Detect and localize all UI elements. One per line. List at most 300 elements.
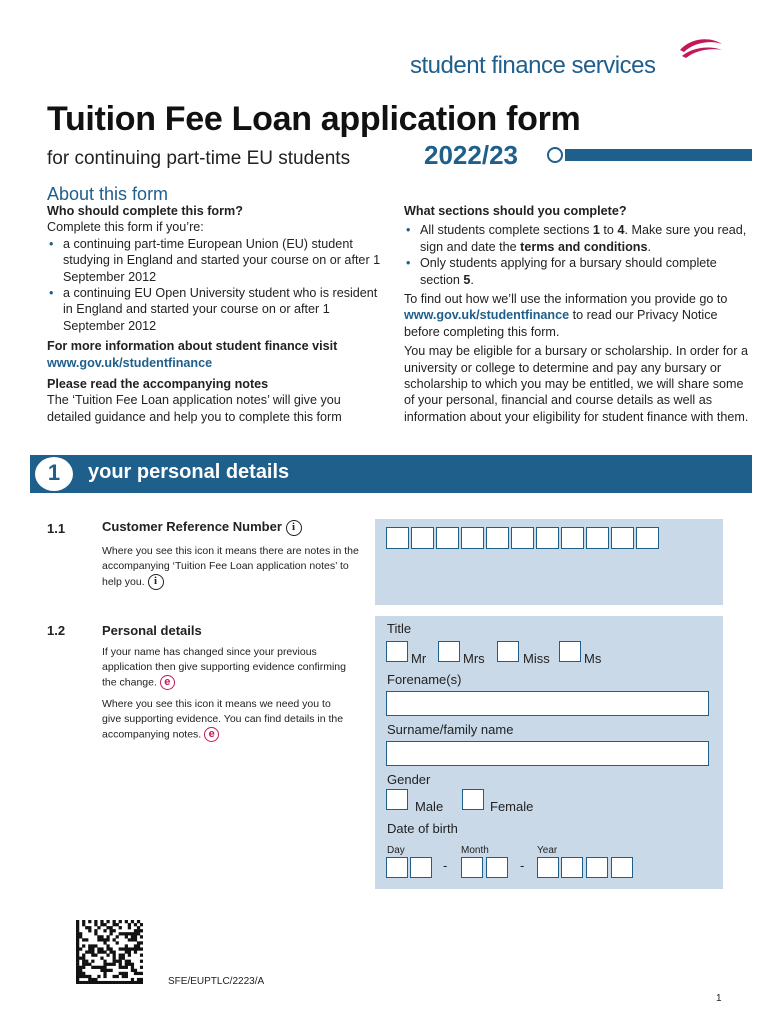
barcode-module [85, 926, 88, 929]
barcode-module [76, 932, 79, 935]
barcode-module [76, 920, 79, 923]
barcode-module [137, 932, 140, 935]
barcode-module [76, 944, 79, 947]
barcode-module [134, 923, 137, 926]
who-heading: Who should complete this form? [47, 204, 243, 218]
barcode-module [88, 981, 91, 984]
barcode-module [110, 969, 113, 972]
barcode-module [131, 938, 134, 941]
barcode-module [134, 935, 137, 938]
barcode-module [76, 966, 79, 969]
barcode-module [85, 950, 88, 953]
barcode-module [100, 920, 103, 923]
barcode-module [106, 947, 109, 950]
barcode-module [113, 960, 116, 963]
barcode-module [128, 981, 131, 984]
barcode-module [88, 950, 91, 953]
crn-digit-box[interactable] [461, 527, 484, 549]
barcode-module [137, 944, 140, 947]
privacy-link[interactable]: www.gov.uk/studentfinance [404, 308, 570, 323]
barcode-module [94, 978, 97, 981]
barcode-module [100, 981, 103, 984]
read-notes-heading: Please read the accompanying notes [47, 377, 269, 392]
barcode-module [76, 960, 79, 963]
barcode-module [137, 920, 140, 923]
barcode-module [85, 938, 88, 941]
barcode-module [110, 929, 113, 932]
barcode-module [140, 935, 143, 938]
barcode-module [119, 966, 122, 969]
barcode-module [97, 981, 100, 984]
name-change-note: If your name has changed since your previous application then give supporting evidence confirming the change. e [102, 646, 346, 689]
barcode-module [134, 929, 137, 932]
dob-day-box[interactable] [410, 857, 432, 878]
barcode-module [76, 935, 79, 938]
barcode-module [76, 972, 79, 975]
surname-input[interactable] [386, 741, 709, 766]
title-option-label: Miss [523, 651, 550, 666]
barcode-module [140, 972, 143, 975]
barcode-module [110, 963, 113, 966]
barcode-module [106, 926, 109, 929]
barcode-module [137, 972, 140, 975]
forenames-label: Forename(s) [387, 672, 462, 687]
barcode-module [110, 947, 113, 950]
title-mr-checkbox[interactable] [386, 641, 408, 662]
barcode-module [113, 963, 116, 966]
barcode-module [82, 923, 85, 926]
barcode-module [94, 929, 97, 932]
barcode-module [91, 950, 94, 953]
barcode-module [91, 947, 94, 950]
question-number: 1.2 [47, 623, 66, 638]
more-info-text: For more information about student finance visit [47, 339, 338, 354]
crn-digit-box[interactable] [436, 527, 459, 549]
barcode-module [79, 975, 82, 978]
barcode-module [113, 950, 116, 953]
barcode-module [140, 966, 143, 969]
barcode-module [76, 923, 79, 926]
year-bar [565, 149, 752, 161]
barcode-module [97, 938, 100, 941]
barcode-module [100, 947, 103, 950]
barcode-module [119, 957, 122, 960]
barcode-module [91, 978, 94, 981]
crn-digit-box[interactable] [611, 527, 634, 549]
barcode-module [76, 969, 79, 972]
sections-list [404, 222, 752, 288]
barcode-module [79, 972, 82, 975]
barcode-module [97, 975, 100, 978]
barcode-module [137, 929, 140, 932]
dob-separator: - [443, 858, 448, 873]
title-ms-checkbox[interactable] [559, 641, 581, 662]
barcode-module [82, 975, 85, 978]
barcode-module [140, 929, 143, 932]
gender-option-label: Female [490, 799, 534, 814]
barcode-module [122, 981, 125, 984]
barcode-module [140, 941, 143, 944]
barcode-module [119, 963, 122, 966]
barcode-module [116, 935, 119, 938]
barcode-module [88, 978, 91, 981]
crn-digit-box[interactable] [536, 527, 559, 549]
barcode-module [125, 975, 128, 978]
barcode-module [131, 966, 134, 969]
who-intro: Complete this form if you’re: [47, 220, 204, 235]
barcode-module [76, 981, 79, 984]
barcode-module [91, 960, 94, 963]
barcode-module [88, 944, 91, 947]
section-title: your personal details [88, 461, 290, 483]
barcode-module [122, 966, 125, 969]
barcode-module [82, 981, 85, 984]
barcode-module [103, 938, 106, 941]
barcode-module [91, 981, 94, 984]
barcode-module [113, 920, 116, 923]
crn-digit-box[interactable] [586, 527, 609, 549]
barcode-module [106, 969, 109, 972]
barcode-module [76, 950, 79, 953]
evidence-icon: e [204, 727, 219, 742]
barcode-module [106, 935, 109, 938]
dob-year-box[interactable] [537, 857, 559, 878]
more-info-link[interactable]: www.gov.uk/studentfinance [47, 355, 213, 370]
barcode-module [119, 947, 122, 950]
title-option-label: Mr [411, 651, 427, 666]
barcode-module [76, 975, 79, 978]
barcode-module [113, 929, 116, 932]
barcode-module [131, 963, 134, 966]
barcode-module [134, 932, 137, 935]
info-icon: i [148, 574, 164, 590]
barcode-module [113, 938, 116, 941]
crn-digit-box[interactable] [511, 527, 534, 549]
barcode-module [91, 954, 94, 957]
barcode-module [76, 929, 79, 932]
barcode-module [125, 935, 128, 938]
barcode-module [79, 966, 82, 969]
barcode-module [119, 954, 122, 957]
barcode-module [91, 944, 94, 947]
gender-male-checkbox[interactable] [386, 789, 408, 810]
form-code: SFE/EUPTLC/2223/A [168, 976, 265, 987]
gender-label: Gender [387, 772, 431, 787]
barcode-module [76, 963, 79, 966]
bursary-text: You may be eligible for a bursary or scholarship. In order for a university or college to determine and pay any bursary or scholarship to which you may be entitled, we will share some of your personal, financial and course details as well as information about your eligibility for student finance with them. [404, 344, 749, 424]
barcode-module [134, 981, 137, 984]
barcode-module [79, 957, 82, 960]
page-subtitle: for continuing part-time EU students [47, 148, 351, 169]
barcode-module [125, 963, 128, 966]
data-matrix-barcode [76, 920, 143, 984]
info-icon: i [286, 520, 302, 536]
who-bullet: • a continuing part-time European Union (EU) student studying in England and started your course on or after 1 September 2012 [47, 236, 387, 285]
barcode-module [131, 935, 134, 938]
barcode-module [76, 947, 79, 950]
barcode-module [128, 963, 131, 966]
brand-name: student finance services [410, 52, 656, 79]
barcode-module [94, 966, 97, 969]
barcode-module [85, 963, 88, 966]
barcode-module [125, 950, 128, 953]
barcode-module [88, 929, 91, 932]
about-right-column [404, 203, 752, 425]
barcode-module [119, 926, 122, 929]
barcode-module [97, 950, 100, 953]
barcode-module [103, 941, 106, 944]
sections-bullet: • All students complete sections 1 to 4. Make sure you read, sign and date the terms and conditions. [404, 222, 752, 255]
barcode-module [76, 926, 79, 929]
barcode-module [97, 926, 100, 929]
barcode-module [76, 954, 79, 957]
year-bar-circle [547, 147, 563, 163]
barcode-module [134, 972, 137, 975]
surname-label: Surname/family name [387, 722, 514, 737]
barcode-module [140, 947, 143, 950]
barcode-module [100, 935, 103, 938]
barcode-module [88, 975, 91, 978]
barcode-module [137, 941, 140, 944]
privacy-text: To find out how we’ll use the information you provide go to www.gov.uk/studentfinance to read our Privacy Notice before completing this form. [404, 292, 728, 339]
question-title: Customer Reference Number i [102, 519, 302, 536]
barcode-module [131, 932, 134, 935]
barcode-module [110, 950, 113, 953]
barcode-module [113, 981, 116, 984]
barcode-module [122, 972, 125, 975]
who-list [47, 236, 387, 334]
barcode-module [79, 969, 82, 972]
barcode-module [82, 944, 85, 947]
barcode-module [137, 981, 140, 984]
barcode-module [94, 923, 97, 926]
barcode-module [128, 950, 131, 953]
barcode-module [103, 929, 106, 932]
crn-digit-box[interactable] [561, 527, 584, 549]
title-mrs-checkbox[interactable] [438, 641, 460, 662]
question-title: Personal details [102, 623, 202, 638]
barcode-module [137, 978, 140, 981]
dob-year-box[interactable] [561, 857, 583, 878]
barcode-module [116, 941, 119, 944]
gender-female-checkbox[interactable] [462, 789, 484, 810]
barcode-module [122, 947, 125, 950]
barcode-module [122, 932, 125, 935]
barcode-module [91, 966, 94, 969]
barcode-module [103, 972, 106, 975]
barcode-module [82, 957, 85, 960]
barcode-module [82, 960, 85, 963]
barcode-module [116, 923, 119, 926]
barcode-module [140, 978, 143, 981]
barcode-module [134, 969, 137, 972]
barcode-module [82, 963, 85, 966]
barcode-module [85, 981, 88, 984]
barcode-module [106, 963, 109, 966]
barcode-module [122, 957, 125, 960]
barcode-module [100, 938, 103, 941]
barcode-module [125, 972, 128, 975]
crn-digit-box[interactable] [411, 527, 434, 549]
barcode-module [131, 978, 134, 981]
barcode-module [103, 963, 106, 966]
barcode-module [82, 972, 85, 975]
barcode-module [100, 957, 103, 960]
sections-bullet: • Only students applying for a bursary should complete section 5. [404, 255, 752, 288]
crn-digit-box[interactable] [386, 527, 409, 549]
barcode-module [128, 932, 131, 935]
crn-digit-box[interactable] [486, 527, 509, 549]
academic-year: 2022/23 [424, 140, 518, 170]
barcode-module [125, 932, 128, 935]
barcode-module [113, 975, 116, 978]
barcode-module [76, 941, 79, 944]
barcode-module [140, 954, 143, 957]
barcode-module [106, 981, 109, 984]
barcode-module [119, 920, 122, 923]
barcode-module [122, 954, 125, 957]
barcode-module [131, 920, 134, 923]
barcode-module [134, 950, 137, 953]
barcode-module [79, 935, 82, 938]
barcode-module [119, 972, 122, 975]
barcode-module [119, 932, 122, 935]
barcode-module [106, 944, 109, 947]
barcode-module [106, 954, 109, 957]
barcode-module [82, 938, 85, 941]
barcode-module [137, 926, 140, 929]
title-option-label: Mrs [463, 651, 485, 666]
dob-year-box[interactable] [611, 857, 633, 878]
dob-day-box[interactable] [386, 857, 408, 878]
barcode-module [128, 947, 131, 950]
barcode-module [128, 954, 131, 957]
barcode-module [76, 957, 79, 960]
read-notes-text: The ‘Tuition Fee Loan application notes’ will give you detailed guidance and help you to complete this form [47, 393, 342, 424]
barcode-module [82, 954, 85, 957]
barcode-module [128, 923, 131, 926]
dob-day-label: Day [387, 845, 405, 856]
barcode-module [128, 938, 131, 941]
barcode-module [106, 920, 109, 923]
barcode-module [103, 950, 106, 953]
barcode-module [82, 966, 85, 969]
barcode-module [140, 923, 143, 926]
barcode-module [88, 947, 91, 950]
title-label: Title [387, 621, 412, 636]
barcode-module [113, 923, 116, 926]
barcode-module [106, 938, 109, 941]
barcode-module [103, 969, 106, 972]
barcode-module [110, 932, 113, 935]
forenames-input[interactable] [386, 691, 709, 716]
about-heading: About this form [47, 184, 169, 204]
barcode-module [94, 932, 97, 935]
barcode-module [100, 966, 103, 969]
barcode-module [128, 926, 131, 929]
barcode-module [125, 920, 128, 923]
barcode-module [85, 975, 88, 978]
title-miss-checkbox[interactable] [497, 641, 519, 662]
barcode-module [125, 944, 128, 947]
barcode-module [125, 966, 128, 969]
dob-year-label: Year [537, 845, 558, 856]
gender-option-label: Male [415, 799, 444, 814]
question-number: 1.1 [47, 521, 66, 536]
barcode-module [88, 926, 91, 929]
barcode-module [134, 947, 137, 950]
barcode-module [97, 966, 100, 969]
who-bullet: • a continuing EU Open University student who is resident in England and started your course on or after 1 September 2012 [47, 285, 387, 334]
barcode-module [113, 954, 116, 957]
barcode-module [88, 920, 91, 923]
dob-month-box[interactable] [461, 857, 483, 878]
barcode-module [82, 920, 85, 923]
dob-label: Date of birth [387, 821, 458, 836]
barcode-module [125, 981, 128, 984]
barcode-module [79, 947, 82, 950]
barcode-module [119, 960, 122, 963]
title-option-label: Ms [584, 651, 602, 666]
evidence-icon: e [160, 675, 175, 690]
barcode-module [110, 981, 113, 984]
barcode-module [88, 963, 91, 966]
barcode-module [103, 966, 106, 969]
dob-separator: - [520, 858, 525, 873]
barcode-module [100, 923, 103, 926]
barcode-module [79, 932, 82, 935]
page-number: 1 [716, 993, 722, 1004]
barcode-module [131, 947, 134, 950]
barcode-module [94, 954, 97, 957]
barcode-module [100, 950, 103, 953]
about-left-column [47, 203, 387, 425]
barcode-module [103, 975, 106, 978]
barcode-module [100, 969, 103, 972]
barcode-module [131, 981, 134, 984]
barcode-module [97, 947, 100, 950]
info-note: Where you see this icon it means there are notes in the accompanying ‘Tuition Fee Loan application notes’ to help you. i [102, 544, 362, 590]
barcode-module [125, 960, 128, 963]
evidence-note: Where you see this icon it means we need you to give supporting evidence. You can find details in the accompanying notes. e [102, 698, 344, 741]
barcode-module [103, 981, 106, 984]
barcode-module [134, 938, 137, 941]
barcode-module [116, 981, 119, 984]
barcode-module [94, 981, 97, 984]
barcode-module [79, 981, 82, 984]
page-title: Tuition Fee Loan application form [47, 100, 581, 138]
barcode-module [94, 944, 97, 947]
barcode-module [131, 969, 134, 972]
barcode-module [119, 981, 122, 984]
crn-digit-box[interactable] [636, 527, 659, 549]
dob-month-box[interactable] [486, 857, 508, 878]
barcode-module [97, 935, 100, 938]
barcode-module [110, 926, 113, 929]
barcode-module [125, 947, 128, 950]
barcode-module [76, 978, 79, 981]
section-number: 1 [47, 460, 61, 485]
barcode-module [113, 957, 116, 960]
barcode-module [128, 960, 131, 963]
dob-month-label: Month [461, 845, 489, 856]
dob-year-box[interactable] [586, 857, 608, 878]
barcode-module [76, 938, 79, 941]
barcode-module [122, 975, 125, 978]
brand-logo-swoosh-icon [676, 36, 726, 62]
barcode-module [116, 960, 119, 963]
barcode-module [103, 960, 106, 963]
